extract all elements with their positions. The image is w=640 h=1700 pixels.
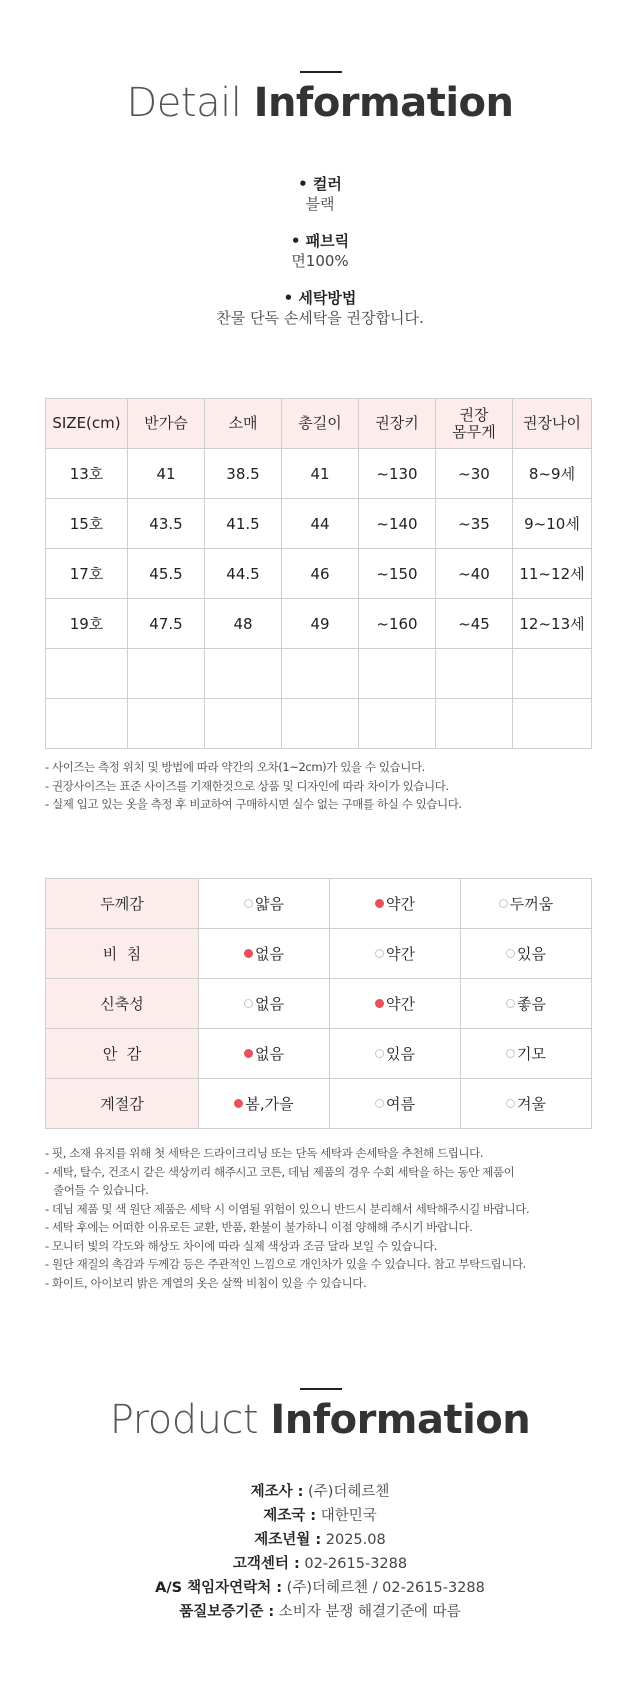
size-table-header-cell: 소매 xyxy=(205,399,282,449)
size-table-cell xyxy=(282,699,359,749)
info-label: • 컬러 xyxy=(0,174,640,194)
size-table-cell: 46 xyxy=(282,549,359,599)
product-info-row xyxy=(0,1600,640,1624)
size-table-header-cell: 총길이 xyxy=(282,399,359,449)
size-table-cell xyxy=(282,649,359,699)
care-note: - 원단 재질의 촉감과 두께감 등은 주관적인 느낌으로 개인차가 있을 수 있습니다. 참고 부탁드립니다. xyxy=(45,1257,526,1271)
fabric-feel-option-label: 얇음 xyxy=(255,895,284,913)
size-table-cell xyxy=(46,649,128,699)
info-item-fabric xyxy=(0,231,640,271)
fabric-feel-option xyxy=(330,879,461,929)
size-table-header-cell: 권장나이 xyxy=(513,399,592,449)
product-info-value: 2025.08 xyxy=(321,1532,386,1548)
size-table-row xyxy=(46,649,592,699)
fabric-feel-option-label: 여름 xyxy=(386,1095,415,1113)
size-table-cell xyxy=(359,699,436,749)
fabric-feel-label: 계절감 xyxy=(46,1079,199,1129)
product-info-key: 고객센터 : xyxy=(232,1556,300,1572)
fabric-feel-option xyxy=(199,929,330,979)
fabric-feel-option-label: 있음 xyxy=(386,1045,415,1063)
fabric-feel-option xyxy=(461,979,592,1029)
info-value: 면100% xyxy=(291,252,349,270)
product-info-key: 제조년월 : xyxy=(254,1532,322,1548)
detail-title-rule xyxy=(300,71,342,73)
fabric-feel-table xyxy=(45,878,592,1129)
product-info-value: 대한민국 xyxy=(316,1508,377,1524)
fabric-feel-option xyxy=(199,979,330,1029)
fabric-feel-option-label: 겨울 xyxy=(517,1095,546,1113)
size-notes xyxy=(45,758,605,814)
detail-title-bold: Information xyxy=(253,80,514,126)
product-title-light: Product xyxy=(109,1397,259,1443)
detail-title xyxy=(0,80,640,126)
size-table-cell: 43.5 xyxy=(128,499,205,549)
size-table-cell: 48 xyxy=(205,599,282,649)
size-table-cell: 17호 xyxy=(46,549,128,599)
size-table-cell xyxy=(436,699,513,749)
fabric-feel-option-label: 있음 xyxy=(517,945,546,963)
product-info-row xyxy=(0,1552,640,1576)
size-table-cell: ~160 xyxy=(359,599,436,649)
product-info-value: 소비자 분쟁 해결기준에 따름 xyxy=(274,1604,461,1620)
size-table-cell: 8~9세 xyxy=(513,449,592,499)
unselected-dot-icon xyxy=(506,1049,515,1058)
product-info-key: 제조사 : xyxy=(250,1484,304,1500)
fabric-feel-row xyxy=(46,929,592,979)
size-table-cell: 41 xyxy=(282,449,359,499)
size-table-cell: ~130 xyxy=(359,449,436,499)
care-note: - 데님 제품 및 색 원단 제품은 세탁 시 이염될 위험이 있으니 반드시 분리해서 세탁해주시길 바랍니다. xyxy=(45,1201,530,1216)
care-note: - 세탁, 탈수, 건조시 같은 색상끼리 해주시고 코튼, 데님 제품의 경우 수회 세탁을 하는 동안 제품이 xyxy=(45,1164,515,1179)
size-note: - 사이즈는 측정 위치 및 방법에 따라 약간의 오차(1~2cm)가 있을 수 있습니다. xyxy=(45,760,425,774)
care-note: - 모니터 빛의 각도와 해상도 차이에 따라 실제 색상과 조금 달라 보일 수 있습니다. xyxy=(45,1238,438,1253)
fabric-feel-option xyxy=(199,1079,330,1129)
product-info-key: A/S 책임자연락처 : xyxy=(155,1580,283,1596)
product-info-key: 품질보증기준 : xyxy=(179,1604,275,1620)
fabric-feel-option-label: 없음 xyxy=(255,995,284,1013)
fabric-feel-label: 신축성 xyxy=(46,979,199,1029)
size-table-cell: 9~10세 xyxy=(513,499,592,549)
care-note: - 세탁 후에는 어떠한 이유로든 교환, 반품, 환불이 불가하니 이점 양해해 주시기 바랍니다. xyxy=(45,1220,473,1234)
size-table-header-cell: 권장 몸무게 xyxy=(436,399,513,449)
size-table-row xyxy=(46,599,592,649)
size-table-cell xyxy=(513,649,592,699)
size-table-cell: 45.5 xyxy=(128,549,205,599)
fabric-feel-option-label: 약간 xyxy=(386,895,415,913)
product-info-row xyxy=(0,1528,640,1552)
fabric-feel-option xyxy=(330,979,461,1029)
care-note: - 화이트, 아이보리 밝은 계열의 옷은 살짝 비침이 있을 수 있습니다. xyxy=(45,1275,367,1290)
fabric-feel-row xyxy=(46,1079,592,1129)
size-table-cell: ~30 xyxy=(436,449,513,499)
fabric-feel-label: 두께감 xyxy=(46,879,199,929)
fabric-feel-option-label: 없음 xyxy=(255,1045,284,1063)
size-table-cell xyxy=(46,699,128,749)
size-table-cell: 15호 xyxy=(46,499,128,549)
selected-dot-icon xyxy=(375,899,384,908)
care-note: 줄어들 수 있습니다. xyxy=(53,1183,149,1197)
size-table-row xyxy=(46,449,592,499)
product-title-rule xyxy=(300,1388,342,1390)
unselected-dot-icon xyxy=(506,1099,515,1108)
unselected-dot-icon xyxy=(499,899,508,908)
size-note: - 권장사이즈는 표준 사이즈를 기재한것으로 상품 및 디자인에 따라 차이가 있습니다. xyxy=(45,778,449,793)
size-table-cell xyxy=(436,649,513,699)
fabric-feel-option-label: 좋음 xyxy=(517,995,546,1013)
product-info-value: 02-2615-3288 xyxy=(299,1556,408,1572)
product-info-row xyxy=(0,1576,640,1600)
size-table-cell: ~45 xyxy=(436,599,513,649)
fabric-feel-option-label: 약간 xyxy=(386,945,415,963)
fabric-feel-option xyxy=(461,929,592,979)
product-title xyxy=(0,1397,640,1443)
fabric-feel-option xyxy=(461,879,592,929)
fabric-feel-option xyxy=(461,1079,592,1129)
size-table-cell: 13호 xyxy=(46,449,128,499)
info-value: 블랙 xyxy=(305,195,335,213)
size-table-cell xyxy=(128,649,205,699)
product-info-row xyxy=(0,1504,640,1528)
size-table-header-cell: SIZE(cm) xyxy=(46,399,128,449)
size-table-cell: 44 xyxy=(282,499,359,549)
size-table-cell: ~40 xyxy=(436,549,513,599)
info-list xyxy=(0,174,640,345)
fabric-feel-label: 비 침 xyxy=(46,929,199,979)
size-table-header xyxy=(46,399,592,449)
size-table-cell: 41.5 xyxy=(205,499,282,549)
fabric-feel-option-label: 없음 xyxy=(255,945,284,963)
fabric-feel-row xyxy=(46,879,592,929)
fabric-feel-option xyxy=(330,1079,461,1129)
fabric-feel-row xyxy=(46,1029,592,1079)
size-note: - 실제 입고 있는 옷을 측정 후 비교하여 구매하시면 실수 없는 구매를 하실 수 있습니다. xyxy=(45,797,462,811)
size-table-header-cell: 권장키 xyxy=(359,399,436,449)
detail-title-light: Detail xyxy=(126,80,242,126)
size-table-cell: ~150 xyxy=(359,549,436,599)
size-table-cell xyxy=(128,699,205,749)
fabric-feel-option-label: 약간 xyxy=(386,995,415,1013)
fabric-feel-option xyxy=(330,1029,461,1079)
size-table-cell xyxy=(205,649,282,699)
product-info-value: (주)더헤르첸 / 02-2615-3288 xyxy=(282,1580,485,1596)
product-title-bold: Information xyxy=(270,1397,531,1443)
fabric-feel-option-label: 두꺼움 xyxy=(509,895,554,913)
size-table-cell: ~35 xyxy=(436,499,513,549)
size-table-cell: 19호 xyxy=(46,599,128,649)
fabric-feel-option xyxy=(461,1029,592,1079)
selected-dot-icon xyxy=(244,1049,253,1058)
unselected-dot-icon xyxy=(506,999,515,1008)
selected-dot-icon xyxy=(234,1099,243,1108)
size-table-cell: 44.5 xyxy=(205,549,282,599)
fabric-feel-option-label: 기모 xyxy=(517,1045,546,1063)
info-item-color xyxy=(0,174,640,214)
size-table-cell: 49 xyxy=(282,599,359,649)
unselected-dot-icon xyxy=(244,899,253,908)
care-note: - 핏, 소재 유지를 위해 첫 세탁은 드라이크리닝 또는 단독 세탁과 손세탁을 추천해 드립니다. xyxy=(45,1146,484,1160)
info-label: • 패브릭 xyxy=(0,231,640,251)
fabric-feel-option xyxy=(199,879,330,929)
product-info-value: (주)더헤르첸 xyxy=(303,1484,390,1500)
fabric-feel-option-label: 봄,가을 xyxy=(245,1095,294,1113)
unselected-dot-icon xyxy=(375,1099,384,1108)
size-table-cell xyxy=(513,699,592,749)
selected-dot-icon xyxy=(375,999,384,1008)
fabric-feel-option xyxy=(330,929,461,979)
unselected-dot-icon xyxy=(506,949,515,958)
size-table-header-cell: 반가슴 xyxy=(128,399,205,449)
size-table xyxy=(45,398,592,749)
size-table-cell xyxy=(205,699,282,749)
size-table-row xyxy=(46,549,592,599)
size-table-cell: 38.5 xyxy=(205,449,282,499)
size-table-cell: 12~13세 xyxy=(513,599,592,649)
size-table-row xyxy=(46,699,592,749)
info-item-wash xyxy=(0,288,640,328)
info-label: • 세탁방법 xyxy=(0,288,640,308)
size-table-cell: 11~12세 xyxy=(513,549,592,599)
care-notes xyxy=(45,1144,605,1292)
fabric-feel-label: 안 감 xyxy=(46,1029,199,1079)
info-value: 찬물 단독 손세탁을 권장합니다. xyxy=(216,309,424,327)
size-table-cell: 47.5 xyxy=(128,599,205,649)
unselected-dot-icon xyxy=(244,999,253,1008)
size-table-cell: ~140 xyxy=(359,499,436,549)
unselected-dot-icon xyxy=(375,1049,384,1058)
product-info-row xyxy=(0,1480,640,1504)
size-table-cell xyxy=(359,649,436,699)
size-table-row xyxy=(46,499,592,549)
fabric-feel-option xyxy=(199,1029,330,1079)
product-info-list xyxy=(0,1480,640,1624)
unselected-dot-icon xyxy=(375,949,384,958)
selected-dot-icon xyxy=(244,949,253,958)
fabric-feel-row xyxy=(46,979,592,1029)
product-info-key: 제조국 : xyxy=(263,1508,317,1524)
size-table-cell: 41 xyxy=(128,449,205,499)
